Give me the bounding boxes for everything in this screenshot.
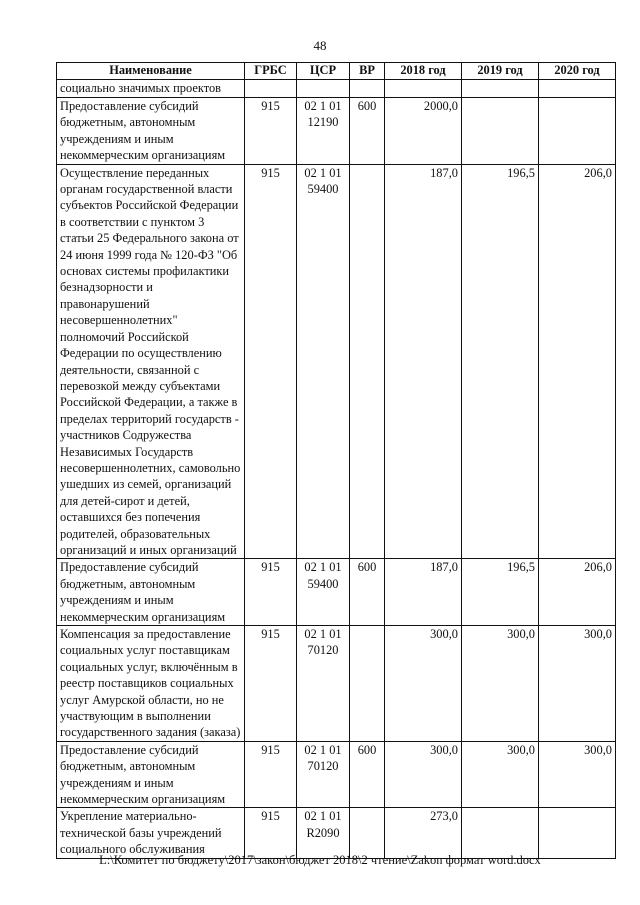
cell-2020 (539, 80, 616, 98)
cell-2020: 300,0 (539, 741, 616, 808)
table-row (57, 98, 616, 165)
header-vr: ВР (350, 63, 385, 80)
header-csr: ЦСР (297, 63, 350, 80)
cell-csr: 02 1 01 12190 (297, 98, 350, 165)
cell-2019: 300,0 (462, 626, 539, 742)
budget-table (56, 62, 616, 859)
cell-vr (350, 808, 385, 858)
table-row (57, 626, 616, 742)
header-2020: 2020 год (539, 63, 616, 80)
cell-name: социально значимых проектов (57, 80, 245, 98)
cell-2018: 2000,0 (385, 98, 462, 165)
cell-2018: 300,0 (385, 741, 462, 808)
cell-name: Компенсация за предоставление социальных услуг поставщикам социальных услуг, включённым в реестр поставщиков социальных услуг Амурской области, но не участвующим в выполнении государственного задания (заказа) (57, 626, 245, 742)
table-row (57, 164, 616, 559)
cell-csr: 02 1 01 70120 (297, 741, 350, 808)
cell-2019 (462, 808, 539, 858)
cell-csr: 02 1 01 59400 (297, 164, 350, 559)
cell-2019: 196,5 (462, 164, 539, 559)
cell-2018 (385, 80, 462, 98)
table-row (57, 808, 616, 858)
cell-2020 (539, 98, 616, 165)
cell-name: Предоставление субсидий бюджетным, автономным учреждениям и иным некоммерческим организациям (57, 559, 245, 626)
footer-file-path: L:\Комитет по бюджету\2017\закон\бюджет 2018\2 чтение\Zakon формат word.docx (99, 853, 541, 867)
cell-2018: 187,0 (385, 559, 462, 626)
cell-vr (350, 626, 385, 742)
cell-name: Укрепление материально-технической базы учреждений социального обслуживания (57, 808, 245, 858)
cell-name: Предоставление субсидий бюджетным, автономным учреждениям и иным некоммерческим организациям (57, 98, 245, 165)
cell-grbs (245, 80, 297, 98)
cell-grbs: 915 (245, 98, 297, 165)
cell-csr: 02 1 01 R2090 (297, 808, 350, 858)
table-header-row (57, 63, 616, 80)
table-row (57, 80, 616, 98)
cell-grbs: 915 (245, 808, 297, 858)
cell-2019 (462, 80, 539, 98)
cell-name: Предоставление субсидий бюджетным, автономным учреждениям и иным некоммерческим организациям (57, 741, 245, 808)
cell-2020 (539, 808, 616, 858)
header-name: Наименование (57, 63, 245, 80)
cell-vr (350, 164, 385, 559)
header-2018: 2018 год (385, 63, 462, 80)
cell-vr: 600 (350, 559, 385, 626)
cell-vr (350, 80, 385, 98)
table-row (57, 559, 616, 626)
cell-name: Осуществление переданных органам государственной власти субъектов Российской Федерации в соответствии с пунктом 3 статьи 25 Федерального закона от 24 июня 1999 года № 120-ФЗ "Об основах системы профилактики безнадзорности и правонарушений несовершеннолетних" полномочий Российской Федерации по осуществлению деятельности, связанной с перевозкой между субъектами Российской Федерации, а также в пределах территорий государств - участников Содружества Независимых Государств несовершеннолетних, самовольно ушедших из семей, организаций для детей-сирот и детей, оставшихся без попечения родителей, образовательных организаций и иных организаций (57, 164, 245, 559)
cell-csr (297, 80, 350, 98)
cell-2018: 300,0 (385, 626, 462, 742)
cell-grbs: 915 (245, 741, 297, 808)
header-grbs: ГРБС (245, 63, 297, 80)
cell-2019 (462, 98, 539, 165)
cell-vr: 600 (350, 98, 385, 165)
page-number: 48 (313, 38, 327, 53)
cell-vr: 600 (350, 741, 385, 808)
cell-2020: 206,0 (539, 559, 616, 626)
header-2019: 2019 год (462, 63, 539, 80)
cell-grbs: 915 (245, 559, 297, 626)
cell-grbs: 915 (245, 164, 297, 559)
cell-2019: 300,0 (462, 741, 539, 808)
cell-csr: 02 1 01 59400 (297, 559, 350, 626)
cell-2018: 273,0 (385, 808, 462, 858)
cell-2020: 206,0 (539, 164, 616, 559)
cell-csr: 02 1 01 70120 (297, 626, 350, 742)
cell-2018: 187,0 (385, 164, 462, 559)
cell-2020: 300,0 (539, 626, 616, 742)
cell-grbs: 915 (245, 626, 297, 742)
cell-2019: 196,5 (462, 559, 539, 626)
table-row (57, 741, 616, 808)
